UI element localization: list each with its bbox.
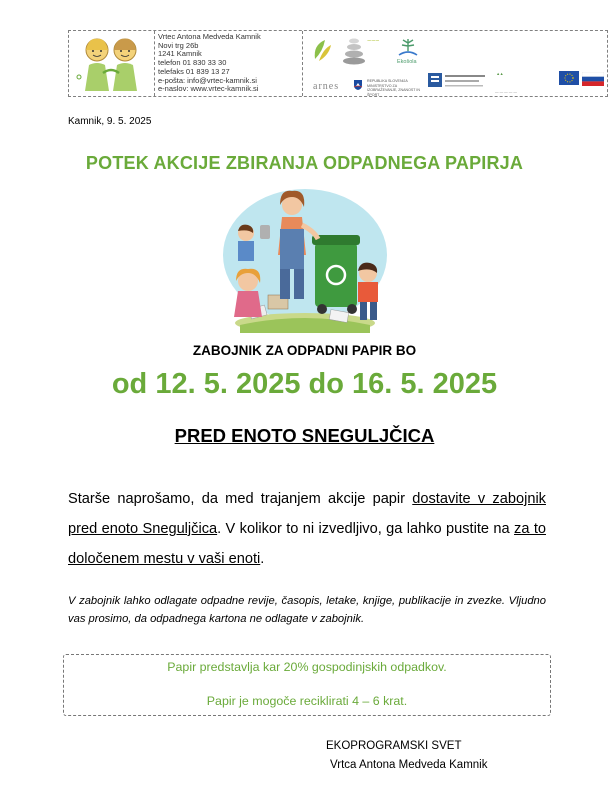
fact-line-1: Papir predstavlja kar 20% gospodinjskih odpadkov. <box>167 660 447 674</box>
letterhead <box>68 30 608 97</box>
partner-logos <box>305 33 607 95</box>
container-subtitle: ZABOJNIK ZA ODPADNI PAPIR BO <box>192 343 417 358</box>
document-date: Kamnik, 9. 5. 2025 <box>68 116 152 127</box>
collection-dates: od 12. 5. 2025 do 16. 5. 2025 <box>111 368 498 400</box>
contact-line-city: 1241 Kamnik <box>158 49 202 59</box>
instructions-paragraph <box>68 484 546 574</box>
contact-line-name: Vrtec Antona Medveda Kamnik <box>158 32 261 41</box>
recycling-bin-children-illustration <box>220 185 390 335</box>
slovenia-coat-icon <box>353 79 363 91</box>
eu-funding-text: — — — — — <box>495 90 517 94</box>
facts-box <box>63 654 551 716</box>
trajnostni-text: ~~~ <box>367 38 380 45</box>
signature-line-2: Vrtca Antona Medveda Kamnik <box>330 759 488 771</box>
kindergarten-children-logo-icon <box>73 33 149 93</box>
para-underline-1: dostavite v zabojnik pred enoto Sneguljčica <box>68 491 546 537</box>
leaf-logo-icon <box>311 37 333 63</box>
ministry-text: REPUBLIKA SLOVENIJA MINISTRSTVO ZA IZOBRAŽEVANJE, ZNANOST IN ŠPORT <box>367 79 420 97</box>
arnes-logo: arnes <box>313 81 340 92</box>
contact-info <box>158 33 300 94</box>
note-paragraph: V zabojnik lahko odlagate odpadne revije, časopis, letake, knjige, publikacije in zvezke. Vljudno vas prosimo, da odpadnega kartona ne odlagate v zabojnik. <box>68 595 546 625</box>
para-underline-2: za to določenem mestu v vaši enoti <box>68 521 546 567</box>
ekosola-small-text: ▴ ▴ <box>497 71 503 76</box>
page-title: POTEK AKCIJE ZBIRANJA ODPADNEGA PAPIRJA <box>85 153 524 173</box>
contact-line-email: e-pošta: info@vrtec-kamnik.si <box>158 75 257 85</box>
slovenia-flag-icon <box>582 72 604 86</box>
ekosola-label: Ekošola <box>397 59 417 65</box>
eu-flag-icon <box>559 71 579 87</box>
stone-stack-logo-icon <box>341 35 367 65</box>
signature-line-1: EKOPROGRAMSKI SVET <box>326 740 462 752</box>
location-heading: PRED ENOTO SNEGULJČICA <box>174 425 435 446</box>
contact-line-fax: telefaks 01 839 13 27 <box>158 66 230 76</box>
para-text-1: Starše naprošamo, da med trajanjem akcije papir <box>68 491 413 507</box>
ekosola-logo-icon <box>397 37 419 59</box>
contact-line-web: e-naslov: www.vrtec-kamnik.si <box>158 84 259 94</box>
para-text-2: . V kolikor to ni izvedljivo, ga lahko pustite na <box>217 521 515 537</box>
contact-line-street: Novi trg 26b <box>158 40 199 50</box>
contact-line-phone: telefon 01 830 33 30 <box>158 58 227 68</box>
project-logo-icon <box>427 71 487 91</box>
fact-line-2: Papir je mogoče reciklirati 4 – 6 krat. <box>206 694 408 708</box>
para-text-3: . <box>260 551 265 567</box>
